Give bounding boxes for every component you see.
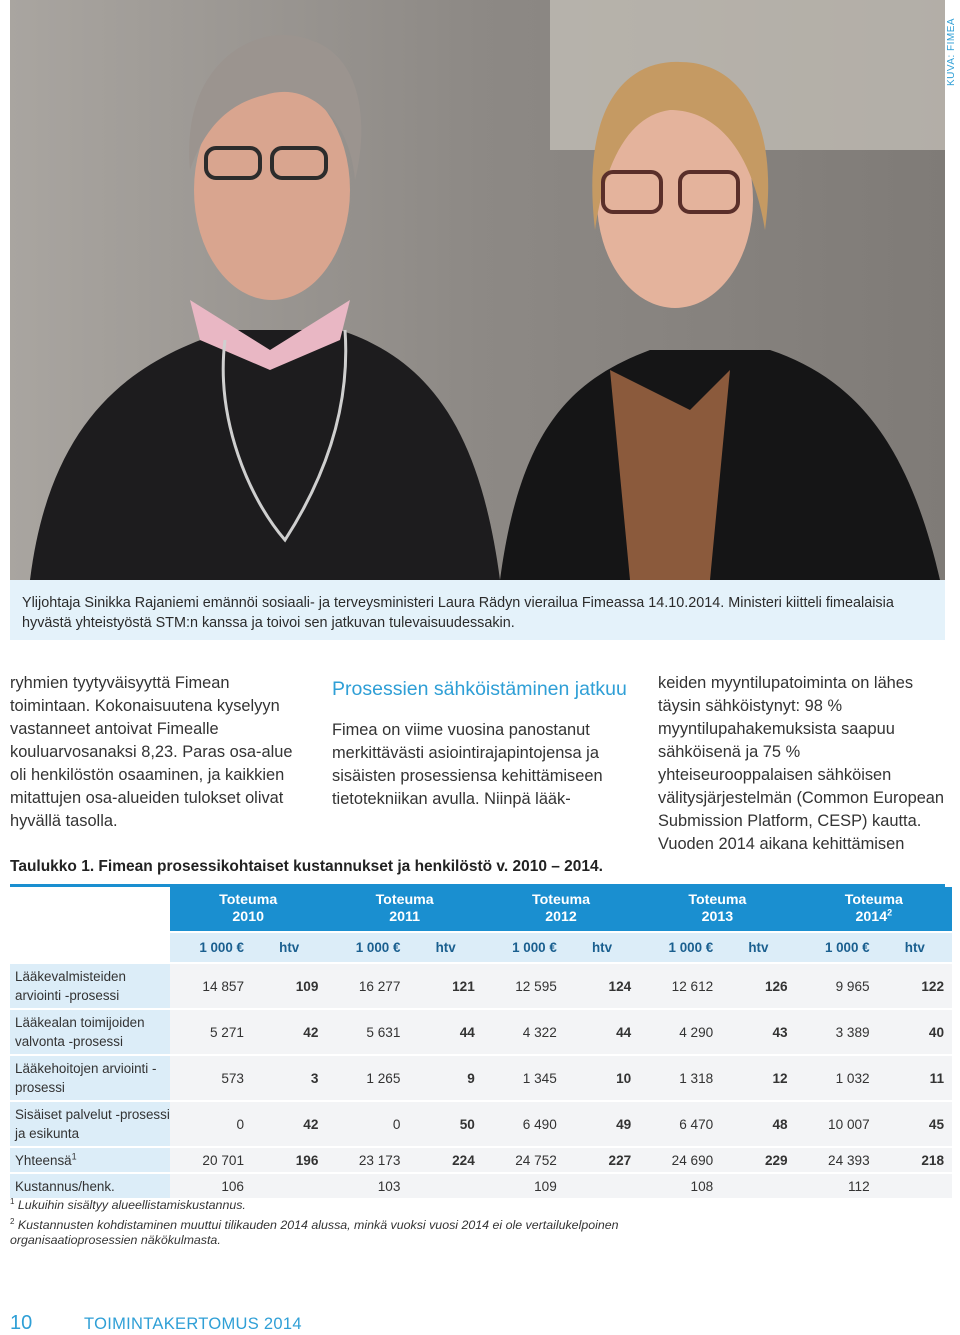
table-row: Sisäiset palvelut -prosessi ja esikunta 0 42 0 50 6 490 49 6 470 48 10 007 45: [10, 1101, 952, 1147]
column-3-text: keiden myyntilupatoiminta on lähes täysin sähköistynyt: 98 % myyntilupahakemuksista saapuu sähköisenä ja 75 % yhteiseurooppalaisen sähköisen välitysjärjestelmän (Common European Submission Platform, CESP) kautta. Vuoden 2014 aikana kehittämisen: [658, 674, 945, 853]
section-heading: Prosessien sähköistäminen jatkuu: [332, 678, 627, 700]
photo-illustration: [10, 0, 945, 580]
table-row: Lääkehoitojen arviointi -prosessi 573 3 1 265 9 1 345 10 1 318 12 1 032 11: [10, 1055, 952, 1101]
year-header-2010: Toteuma 2010: [170, 887, 326, 932]
cost-table-grid: [10, 887, 952, 1200]
year-header-2011: Toteuma 2011: [326, 887, 482, 932]
table-title: Taulukko 1. Fimean prosessikohtaiset kustannukset ja henkilöstö v. 2010 – 2014.: [10, 858, 603, 875]
text-column-3: [658, 672, 950, 856]
photo-credit: KUVA: FIMEA: [946, 17, 957, 86]
photo-caption: Ylijohtaja Sinikka Rajaniemi emännöi sosiaali- ja terveysministeri Laura Rädyn vierailua Fimeassa 14.10.2014. Ministeri kiitteli fimealaisia hyvästä yhteistyöstä STM:n kanssa ja toivoi sen jatkuvan tulevaisuudessakin.: [22, 595, 894, 631]
photo: [10, 0, 945, 580]
photo-caption-box: [10, 580, 945, 640]
table-footnotes: [10, 1194, 630, 1249]
table-row: Lääkealan toimijoiden valvonta -prosessi 5 271 42 5 631 44 4 322 44 4 290 43 3 389 40: [10, 1009, 952, 1055]
year-header-2012: Toteuma 2012: [483, 887, 639, 932]
column-2-text: Fimea on viime vuosina panostanut merkittävästi asiointirajapintojensa ja sisäisten prosessiensa kehittämiseen tietotekniikan avulla. Niinpä lääk-: [332, 721, 603, 808]
footer-title: TOIMINTAKERTOMUS 2014: [84, 1315, 302, 1333]
table-unit-row: 1 000 € htv 1 000 € htv 1 000 € htv 1 000 € htv 1 000 € htv: [10, 932, 952, 963]
cost-table: [10, 884, 945, 1200]
year-header-2014: Toteuma 2014$^2$: [796, 887, 952, 932]
year-header-2013: Toteuma 2013: [639, 887, 795, 932]
footnote-1: $^1$ Lukuihin sisältyy alueellistamiskustannus.: [10, 1197, 246, 1213]
text-column-1: [10, 672, 300, 833]
page-number: 10: [10, 1312, 33, 1334]
table-row: Lääkevalmisteiden arviointi -prosessi 14 857 109 16 277 121 12 595 124 12 612 126 9 965 122: [10, 963, 952, 1009]
column-1-text: ryhmien tyytyväisyyttä Fimean toimintaan. Kokonaisuutena kyselyyn vastanneet antoivat Fimealle kouluarvosanaksi 8,23. Paras osa-alue oli henkilöstön osaaminen, ja kaikkien mitattujen osa-alueiden tulokset olivat hyvällä tasolla.: [10, 674, 293, 830]
table-cost-per-person-row: Kustannus/henk. 106 103 109 108 112: [10, 1173, 952, 1199]
table-year-header-row: [10, 887, 952, 932]
table-total-row: Yhteensä$^1$ 20 701 196 23 173 224 24 752 227 24 690 229 24 393 218: [10, 1147, 952, 1173]
text-column-2: [332, 672, 628, 811]
footnote-2: $^2$ Kustannusten kohdistaminen muuttui tilikauden 2014 alussa, minkä vuoksi vuosi 2014 ei ole vertailukelpoinen organisaatioprosessien näkökulmasta.: [10, 1216, 619, 1248]
